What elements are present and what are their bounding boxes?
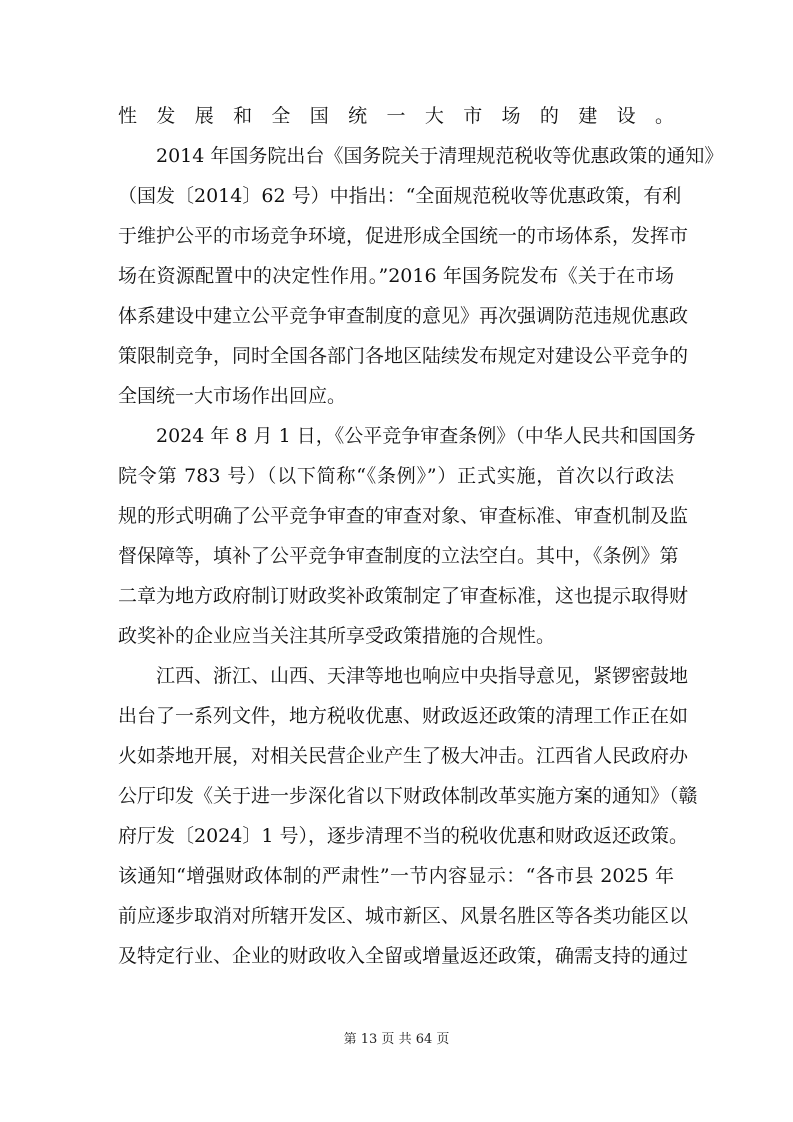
text-line-1: 性发展和全国统一大市场的建设。 (118, 105, 674, 127)
text-line-16: 出台了一系列文件，地方税收优惠、财政返还政策的清理工作正在如 (118, 705, 689, 727)
text-line-13: 二章为地方政府制订财政奖补政策制定了审查标准，这也提示取得财 (118, 585, 689, 607)
text-line-18: 公厅印发《关于进一步深化省以下财政体制改革实施方案的通知》（赣 (118, 785, 698, 807)
text-line-17: 火如荼地开展，对相关民营企业产生了极大冲击。江西省人民政府办 (118, 745, 689, 767)
text-line-2: 2014 年国务院出台《国务院关于清理规范税收等优惠政策的通知》 (118, 145, 724, 167)
text-line-14: 政奖补的企业应当关注其所享受政策措施的合规性。 (118, 625, 556, 647)
text-line-21: 前应逐步取消对所辖开发区、城市新区、风景名胜区等各类功能区以 (118, 905, 689, 927)
text-line-7: 策限制竞争，同时全国各部门各地区陆续发布规定对建设公平竞争的 (118, 345, 689, 367)
text-line-20: 该通知“增强财政体制的严肃性”一节内容显示：“各市县 2025 年 (118, 865, 674, 887)
text-line-6: 体系建设中建立公平竞争审查制度的意见》再次强调防范违规优惠政 (118, 305, 689, 327)
text-line-19: 府厅发〔2024〕1 号），逐步清理不当的税收优惠和财政返还政策。 (118, 825, 688, 847)
text-line-9: 2024 年 8 月 1 日，《公平竞争审查条例》（中华人民共和国国务 (118, 425, 696, 447)
text-line-8: 全国统一大市场作出回应。 (118, 385, 347, 407)
page-number-footer: 第 13 页 共 64 页 (343, 1032, 450, 1047)
text-line-4: 于维护公平的市场竞争环境，促进形成全国统一的市场体系，发挥市 (118, 225, 689, 247)
body-text (118, 96, 724, 976)
text-line-11: 规的形式明确了公平竞争审查的审查对象、审查标准、审查机制及监 (118, 505, 689, 527)
text-line-5: 场在资源配置中的决定性作用。”2016 年国务院发布《关于在市场 (118, 265, 674, 287)
text-line-3: （国发〔2014〕62 号）中指出：“全面规范税收等优惠政策，有利 (118, 185, 682, 207)
text-line-15: 江西、浙江、山西、天津等地也响应中央指导意见，紧锣密鼓地 (118, 665, 689, 687)
text-line-12: 督保障等，填补了公平竞争审查制度的立法空白。其中，《条例》第 (118, 545, 679, 567)
text-line-10: 院令第 783 号）（以下简称“《条例》”）正式实施，首次以行政法 (118, 465, 674, 487)
text-line-22: 及特定行业、企业的财政收入全留或增量返还政策，确需支持的通过 (118, 945, 689, 967)
